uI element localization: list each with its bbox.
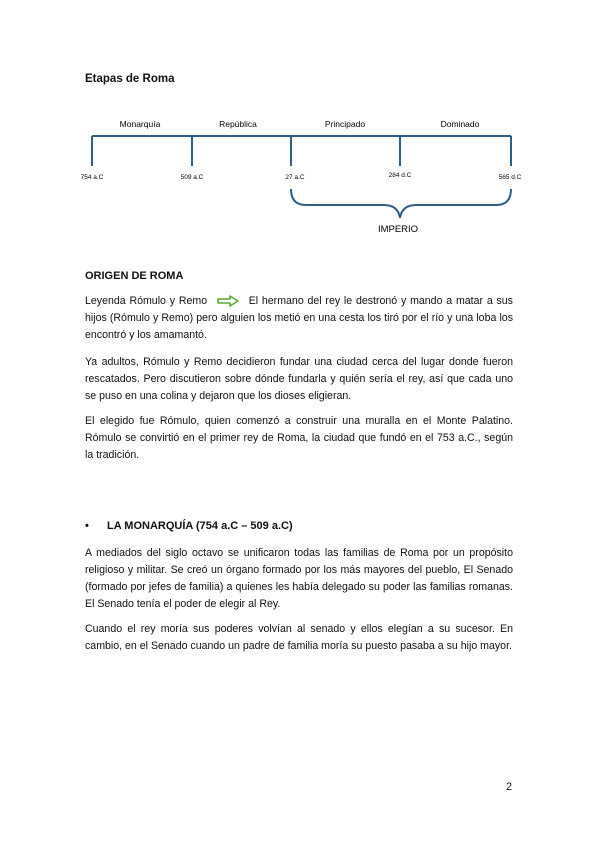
date-label: 754 a.C	[80, 174, 104, 181]
monarquia-heading-text: LA MONARQUÍA (754 a.C – 509 a.C)	[107, 520, 293, 532]
era-label: Dominado	[440, 119, 480, 129]
right-arrow-icon	[217, 295, 239, 307]
origen-paragraph-1	[85, 293, 513, 344]
date-label: 284 d.C	[388, 172, 412, 179]
bullet-marker: •	[85, 520, 89, 532]
imperio-brace	[291, 189, 511, 218]
era-label: Monarquía	[119, 119, 161, 129]
monarquia-paragraph-2: Cuando el rey moría sus poderes volvían al senado y ellos elegían a su sucesor. En cambio, en el Senado cuando un padre de familia moría su puesto pasaba a su hijo mayor.	[85, 623, 513, 652]
section-title: Etapas de Roma	[85, 73, 175, 85]
era-label: República	[219, 119, 257, 129]
date-label: 27 a.C	[285, 174, 305, 181]
origen-paragraph-3: El elegido fue Rómulo, quien comenzó a construir una muralla en el Monte Palatino. Rómulo se convirtió en el primer rey de Roma, la ciudad que fundó en el 753 a.C., según la tradición.	[85, 415, 513, 461]
origen-paragraph-2: Ya adultos, Rómulo y Remo decidieron fundar una ciudad cerca del lugar donde fueron rescatados. Pero discutieron sobre dónde fundarla y quién sería el rey, así que cada uno se puso en una colina y dejaron que los dioses eligieran.	[85, 356, 513, 402]
date-label: 565 d.C	[498, 174, 522, 181]
monarquia-heading	[85, 520, 293, 532]
monarquia-paragraph-1: A mediados del siglo octavo se unificaron todas las familias de Roma por un propósito religioso y militar. Se creó un órgano formado por los más mayores del pueblo, El Senado (formado por jefes de familia) a quienes les había delegado su poder las familias romanas. El Senado tenía el poder de elegir al Rey.	[85, 547, 513, 610]
legend-lead: Leyenda Rómulo y Remo	[85, 295, 208, 307]
date-label: 509 a.C	[180, 174, 204, 181]
timeline-diagram	[0, 0, 600, 260]
page-number: 2	[506, 781, 513, 793]
imperio-label: IMPERIO	[377, 224, 419, 235]
origen-heading: ORIGEN DE ROMA	[85, 270, 184, 282]
era-label: Principado	[324, 119, 366, 129]
legend-text: El hermano del rey le destronó y mando a matar a sus hijos (Rómulo y Remo) pero alguien los metió en una cesta los tiró por el río y una loba los encontró y los amamantó.	[85, 295, 513, 341]
